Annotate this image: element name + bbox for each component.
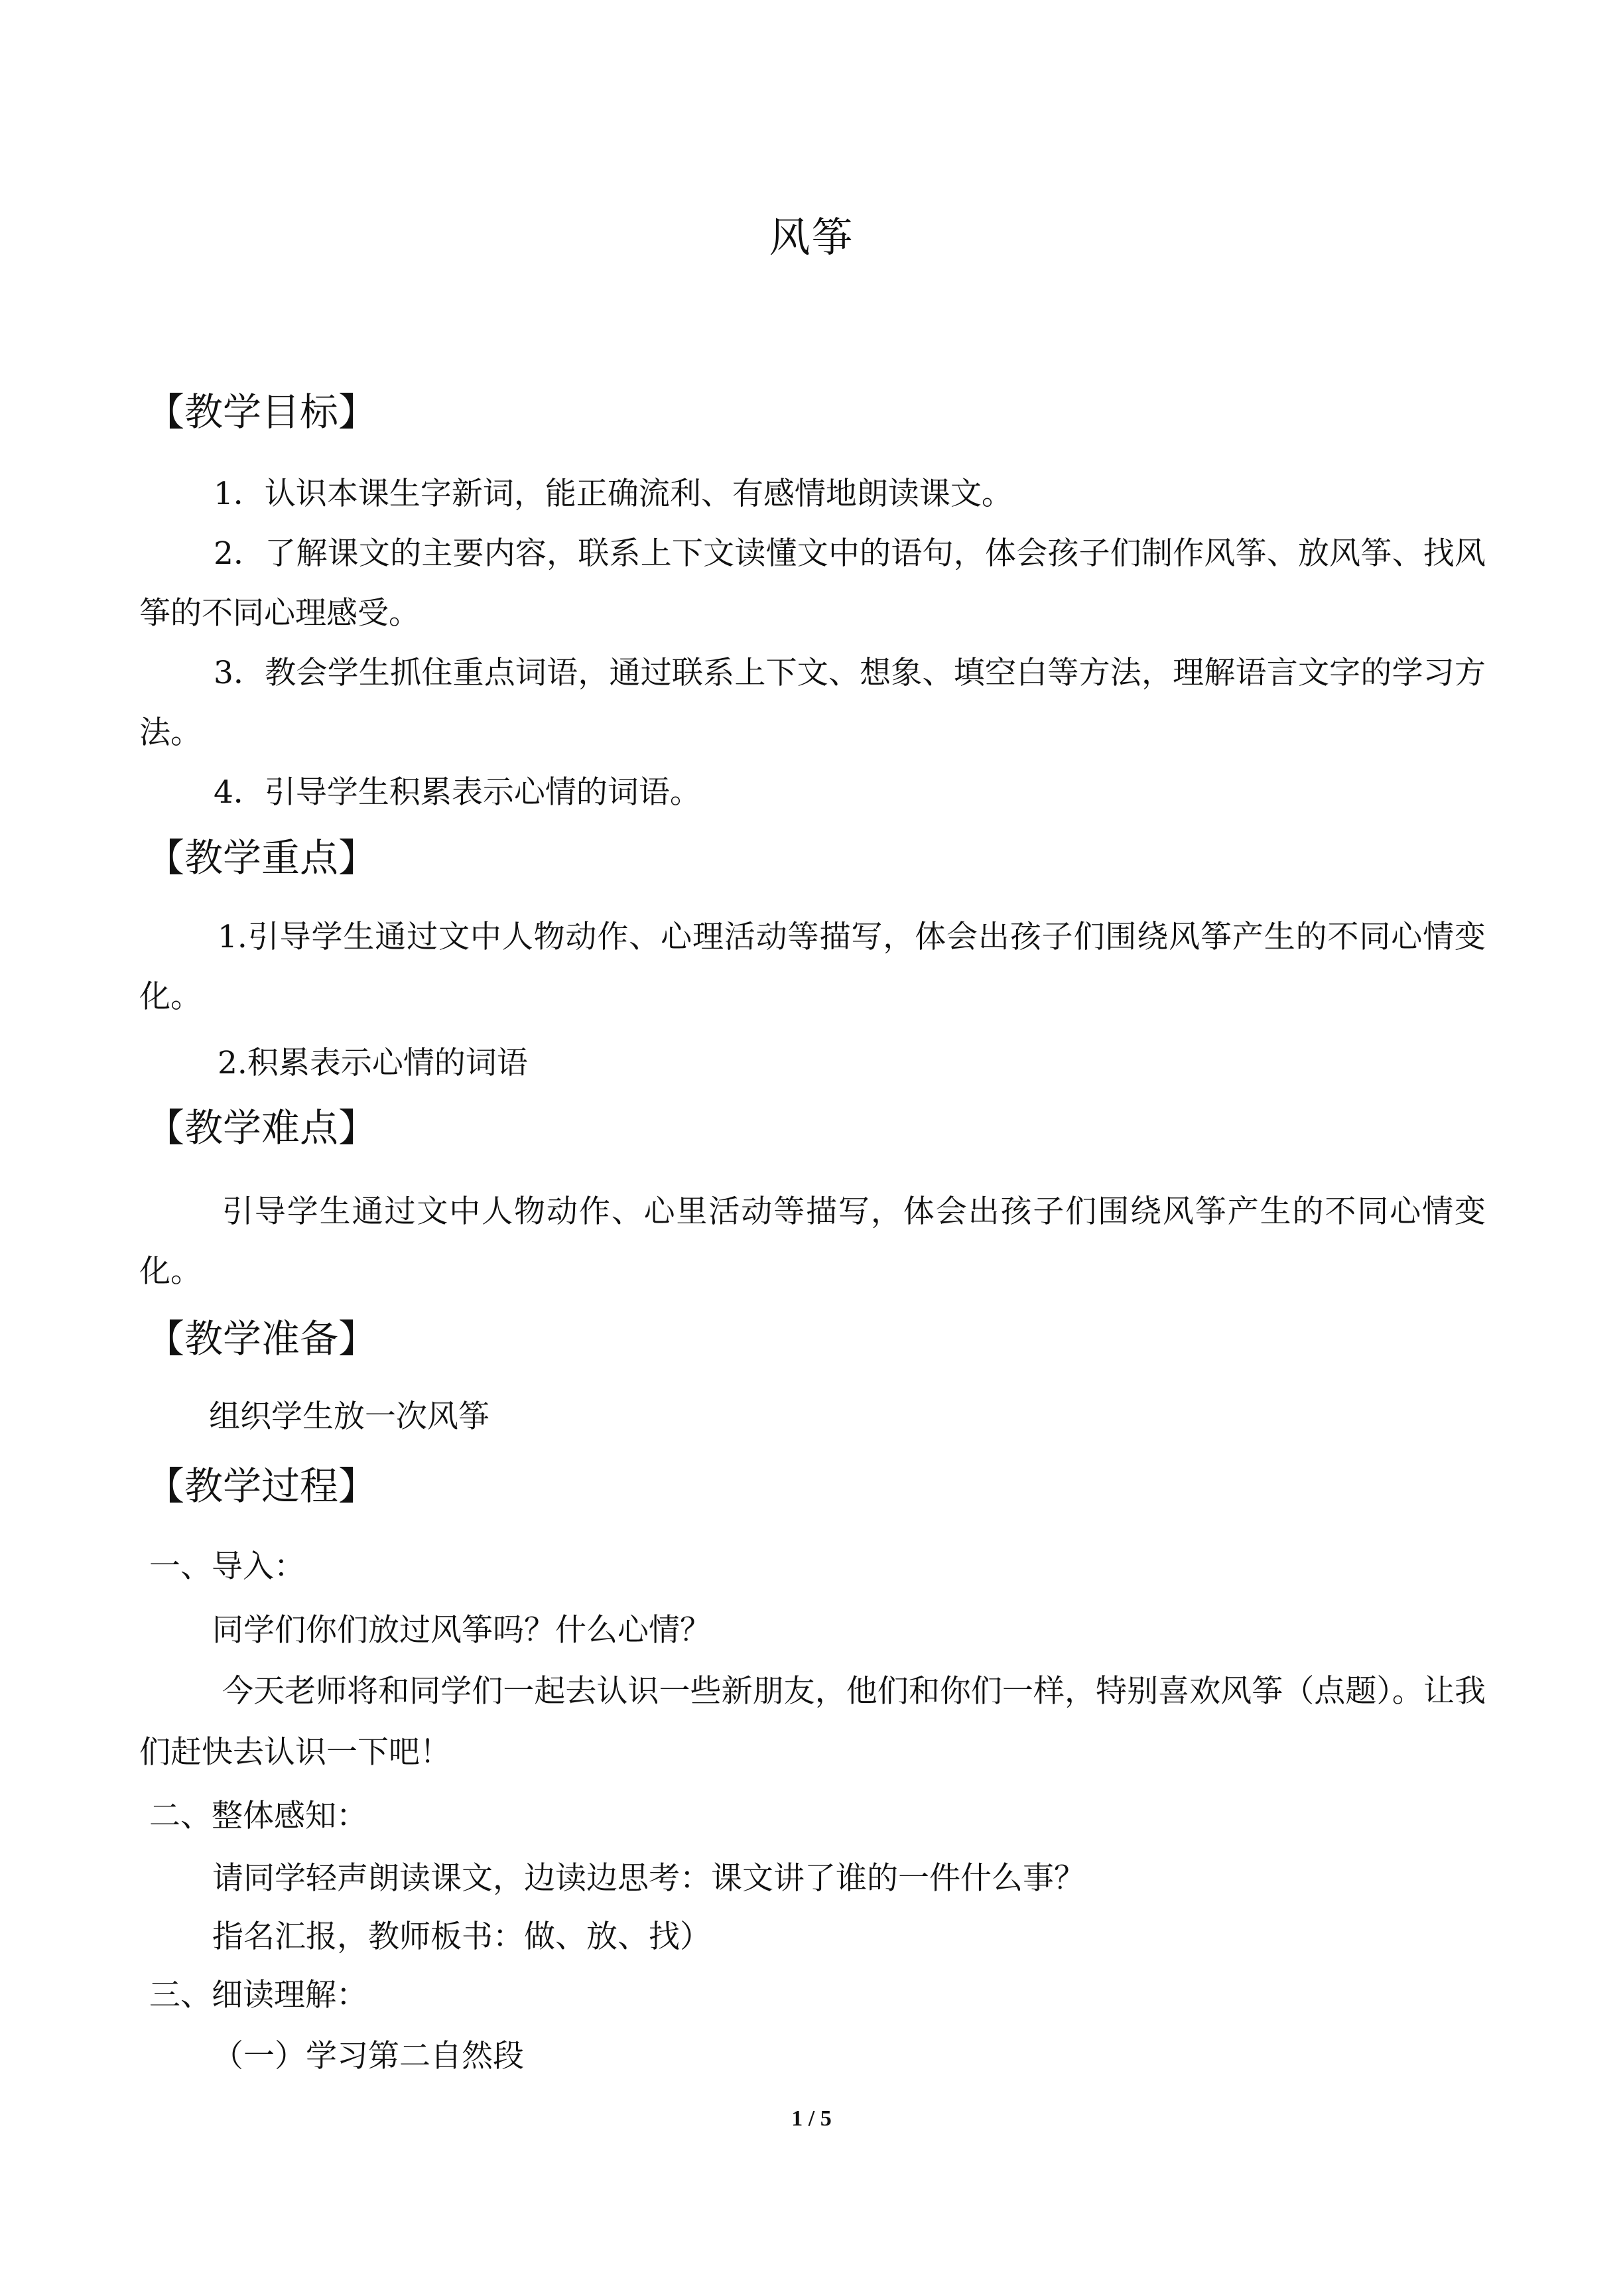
heading-teaching-goals: 【教学目标】 — [146, 389, 377, 435]
page-number: 1 / 5 — [791, 2106, 832, 2131]
process-part3-sub: （一）学习第二自然段 — [212, 2038, 524, 2074]
goal-item-3: 3．教会学生抓住重点词语，通过联系上下文、想象、填空白等方法，理解语言文字的学习方法。 — [139, 655, 1486, 751]
difficulties-text: 引导学生通过文中人物动作、心里活动等描写，体会出孩子们围绕风筝产生的不同心情变化。 — [139, 1193, 1486, 1290]
document-title: 风筝 — [769, 213, 854, 261]
goal-item-4: 4．引导学生积累表示心情的词语。 — [214, 774, 701, 811]
key-point-item-2: 2.积累表示心情的词语 — [218, 1045, 528, 1081]
heading-preparation: 【教学准备】 — [146, 1316, 377, 1361]
process-part1-title: 一、导入： — [149, 1548, 305, 1585]
process-part1-line-1: 同学们你们放过风筝吗？什么心情？ — [212, 1612, 711, 1649]
process-part2-line-2: 指名汇报，教师板书：做、放、找） — [212, 1919, 711, 1955]
heading-process: 【教学过程】 — [146, 1463, 377, 1509]
key-point-item-1: 1.引导学生通过文中人物动作、心理活动等描写，体会出孩子们围绕风筝产生的不同心情变化。 — [139, 919, 1486, 1015]
heading-difficulties: 【教学难点】 — [146, 1105, 377, 1150]
goal-item-1: 1．认识本课生字新词，能正确流利、有感情地朗读课文。 — [214, 476, 1013, 512]
process-part3-title: 三、细读理解： — [149, 1977, 367, 2013]
goal-item-2: 2．了解课文的主要内容，联系上下文读懂文中的语句，体会孩子们制作风筝、放风筝、找风筝的不同心理感受。 — [139, 535, 1486, 632]
heading-key-points: 【教学重点】 — [146, 835, 377, 880]
process-part2-title: 二、整体感知： — [149, 1798, 367, 1834]
preparation-text: 组织学生放一次风筝 — [209, 1398, 489, 1435]
process-part2-line-1: 请同学轻声朗读课文，边读边思考：课文讲了谁的一件什么事？ — [212, 1860, 1085, 1897]
process-part1-line-2: 今天老师将和同学们一起去认识一些新朋友，他们和你们一样，特别喜欢风筝（点题）。让我们赶快去认识一下吧！ — [139, 1673, 1486, 1771]
